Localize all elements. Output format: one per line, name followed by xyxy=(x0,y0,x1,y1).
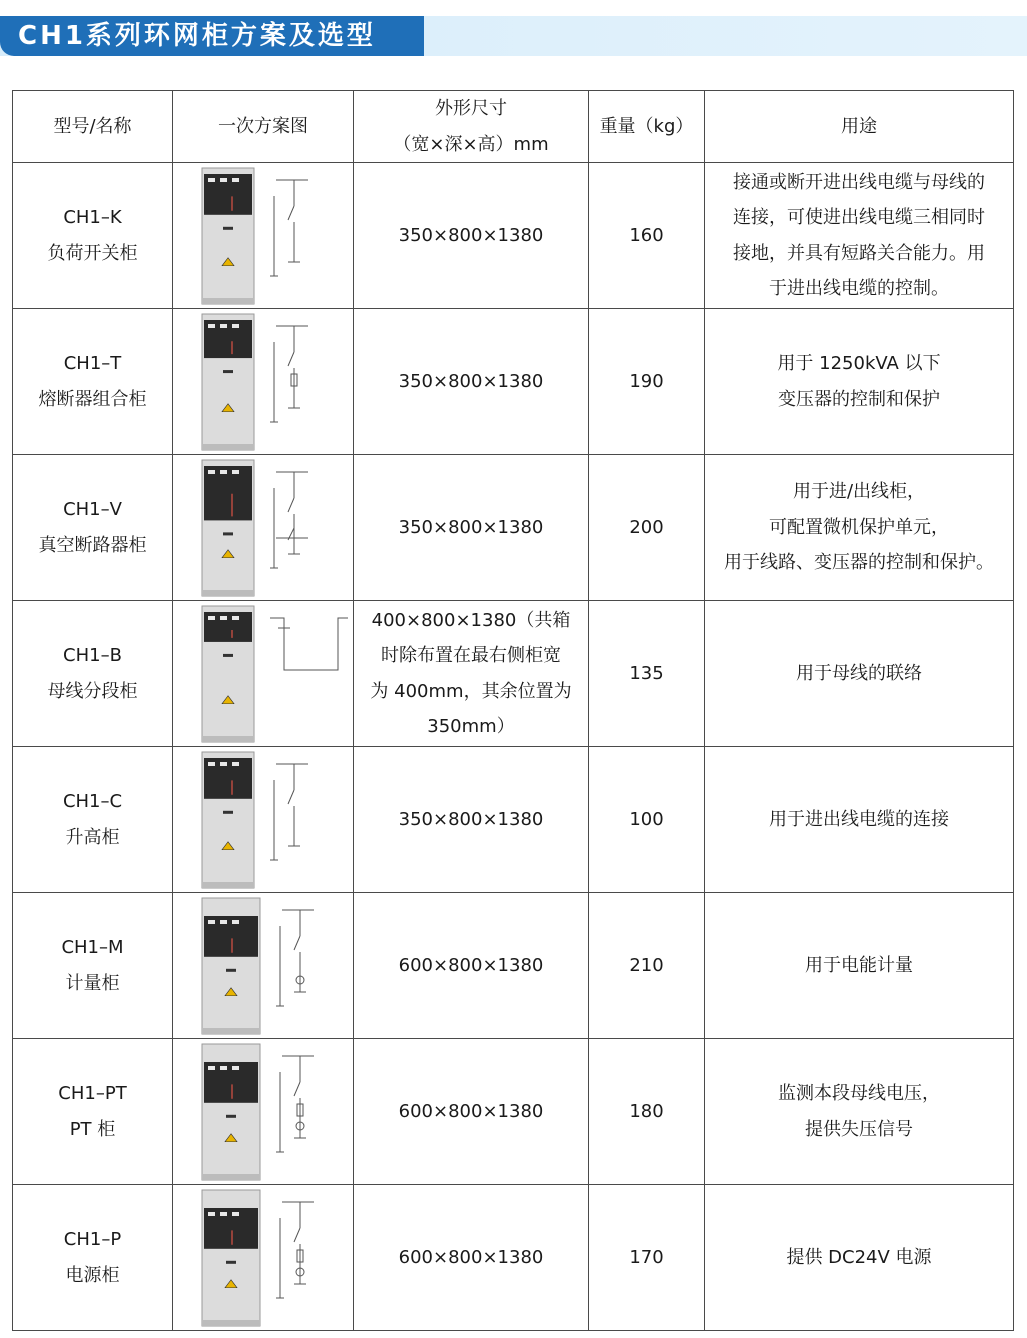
scheme-cell xyxy=(173,309,354,455)
scheme-cell xyxy=(173,1185,354,1331)
model-name: 真空断路器柜 xyxy=(38,534,147,556)
cabinet-base xyxy=(202,444,254,450)
handle-slot xyxy=(223,532,233,535)
scheme-cell xyxy=(173,1039,354,1185)
cabinet-base xyxy=(202,298,254,304)
indicator xyxy=(220,920,227,924)
dims-line: 时除布置在最右侧柜宽 xyxy=(381,645,561,666)
cabinet-base xyxy=(202,1174,260,1180)
model-name: 母线分段柜 xyxy=(47,680,138,702)
usage-line: 用于电能计量 xyxy=(805,954,913,976)
model-cell xyxy=(13,601,173,747)
indicator xyxy=(220,178,227,182)
col-header-scheme: 一次方案图 xyxy=(173,91,354,163)
dims-line: 350×800×1380 xyxy=(398,370,544,392)
dims-line: 600×800×1380 xyxy=(398,954,544,976)
dims-line: 350mm） xyxy=(427,716,515,737)
usage-line: 接地，并具有短路关合能力。用 xyxy=(733,242,985,264)
dims-cell xyxy=(354,893,589,1039)
indicator xyxy=(208,324,215,328)
dims-cell xyxy=(354,1185,589,1331)
dims-line: 350×800×1380 xyxy=(398,808,544,830)
dims-line: 400×800×1380（共箱 xyxy=(371,609,571,631)
usage-cell xyxy=(705,455,1014,601)
indicator xyxy=(208,1066,215,1070)
single-line-scheme xyxy=(270,326,308,422)
scheme-cell xyxy=(173,747,354,893)
indicator xyxy=(220,1066,227,1070)
cabinet-diagram xyxy=(178,750,348,890)
dims-line: 600×800×1380 xyxy=(398,1100,544,1122)
single-line-scheme xyxy=(276,910,314,1006)
scheme-cell xyxy=(173,163,354,309)
usage-cell xyxy=(705,1185,1014,1331)
table-row xyxy=(13,747,1014,893)
single-line-scheme xyxy=(270,180,308,276)
scheme-cell xyxy=(173,455,354,601)
indicator xyxy=(232,470,239,474)
model-code: CH1–M xyxy=(61,936,124,958)
weight-cell: 190 xyxy=(589,309,705,455)
handle-slot xyxy=(223,226,233,229)
usage-line: 用于母线的联络 xyxy=(796,662,922,684)
usage-line: 提供失压信号 xyxy=(805,1118,913,1140)
single-line-scheme xyxy=(276,1056,314,1152)
model-name: 负荷开关柜 xyxy=(47,242,138,264)
model-cell xyxy=(13,1185,173,1331)
cabinet-diagram xyxy=(178,1188,348,1328)
weight-cell: 100 xyxy=(589,747,705,893)
indicator xyxy=(208,470,215,474)
weight-cell: 160 xyxy=(589,163,705,309)
usage-line: 变压器的控制和保护 xyxy=(778,388,940,410)
col-header-weight: 重量（kg） xyxy=(589,91,705,163)
indicator xyxy=(232,1212,239,1216)
dims-cell xyxy=(354,455,589,601)
usage-line: 监测本段母线电压， xyxy=(778,1083,940,1104)
usage-line: 用于线路、变压器的控制和保护。 xyxy=(724,552,994,574)
cabinet-diagram xyxy=(178,458,348,598)
usage-line: 可配置微机保护单元， xyxy=(769,516,949,538)
cabinet-diagram xyxy=(178,166,348,306)
model-code: CH1–B xyxy=(63,644,122,666)
dims-line: 600×800×1380 xyxy=(398,1246,544,1268)
usage-line: 接通或断开进出线电缆与母线的 xyxy=(733,171,985,193)
usage-cell xyxy=(705,163,1014,309)
cabinet-diagram xyxy=(178,896,348,1036)
table-row xyxy=(13,163,1014,309)
table-header-row xyxy=(13,91,1014,163)
model-code: CH1–PT xyxy=(58,1082,127,1104)
usage-line: 连接，可使进出线电缆三相同时 xyxy=(733,207,985,228)
col-header-dims-line1: 外形尺寸 xyxy=(435,98,507,119)
indicator xyxy=(232,178,239,182)
handle-slot xyxy=(223,810,233,813)
col-header-usage: 用途 xyxy=(705,91,1014,163)
weight-cell: 180 xyxy=(589,1039,705,1185)
table-row xyxy=(13,893,1014,1039)
table-row xyxy=(13,455,1014,601)
selection-table xyxy=(12,90,1014,1331)
model-name: PT 柜 xyxy=(69,1118,116,1140)
indicator xyxy=(232,616,239,620)
usage-line: 于进出线电缆的控制。 xyxy=(769,278,949,299)
cabinet-diagram xyxy=(178,604,348,744)
cabinet-base xyxy=(202,882,254,888)
weight-cell: 135 xyxy=(589,601,705,747)
model-name: 计量柜 xyxy=(65,972,120,994)
indicator xyxy=(232,762,239,766)
handle-slot xyxy=(226,968,236,971)
dims-cell xyxy=(354,309,589,455)
model-cell xyxy=(13,163,173,309)
usage-line: 用于进/出线柜， xyxy=(792,481,926,503)
indicator xyxy=(220,470,227,474)
dims-cell xyxy=(354,163,589,309)
model-name: 电源柜 xyxy=(65,1264,120,1286)
indicator xyxy=(208,1212,215,1216)
usage-cell xyxy=(705,747,1014,893)
table-row xyxy=(13,601,1014,747)
handle-slot xyxy=(223,370,233,373)
usage-line: 用于 1250kVA 以下 xyxy=(777,353,941,374)
cabinet-diagram xyxy=(178,1042,348,1182)
handle-slot xyxy=(226,1114,236,1117)
indicator xyxy=(208,920,215,924)
usage-cell xyxy=(705,893,1014,1039)
section-header xyxy=(0,16,1027,56)
usage-line: 用于进出线电缆的连接 xyxy=(769,808,949,830)
dims-line: 350×800×1380 xyxy=(398,224,544,246)
cabinet-base xyxy=(202,736,254,742)
single-line-scheme xyxy=(270,764,308,860)
dims-line: 为 400mm，其余位置为 xyxy=(370,680,572,702)
handle-slot xyxy=(226,1260,236,1263)
single-line-scheme xyxy=(270,472,308,568)
weight-cell: 210 xyxy=(589,893,705,1039)
dims-cell xyxy=(354,1039,589,1185)
page-title: CH1系列环网柜方案及选型 xyxy=(18,21,376,51)
model-code: CH1–C xyxy=(62,790,123,812)
model-cell xyxy=(13,747,173,893)
col-header-dims-line2: （宽×深×高）mm xyxy=(393,133,549,155)
usage-cell xyxy=(705,309,1014,455)
model-code: CH1–V xyxy=(63,498,122,520)
single-line-scheme xyxy=(270,618,348,670)
model-code: CH1–K xyxy=(63,206,122,228)
indicator xyxy=(220,762,227,766)
cabinet-base xyxy=(202,1320,260,1326)
scheme-cell xyxy=(173,893,354,1039)
model-code: CH1–P xyxy=(63,1228,122,1250)
indicator xyxy=(232,1066,239,1070)
model-cell xyxy=(13,893,173,1039)
table-row xyxy=(13,1185,1014,1331)
indicator xyxy=(220,1212,227,1216)
control-panel xyxy=(204,466,252,520)
table-row xyxy=(13,309,1014,455)
model-cell xyxy=(13,455,173,601)
weight-cell: 200 xyxy=(589,455,705,601)
indicator xyxy=(232,920,239,924)
indicator xyxy=(220,324,227,328)
dims-cell xyxy=(354,601,589,747)
model-code: CH1–T xyxy=(63,352,122,374)
model-cell xyxy=(13,1039,173,1185)
col-header-dims xyxy=(354,91,589,163)
indicator xyxy=(208,178,215,182)
cabinet-diagram xyxy=(178,312,348,452)
scheme-cell xyxy=(173,601,354,747)
dims-line: 350×800×1380 xyxy=(398,516,544,538)
usage-cell xyxy=(705,1039,1014,1185)
indicator xyxy=(208,762,215,766)
handle-slot xyxy=(223,653,233,656)
usage-cell xyxy=(705,601,1014,747)
dims-cell xyxy=(354,747,589,893)
weight-cell: 170 xyxy=(589,1185,705,1331)
model-name: 升高柜 xyxy=(65,826,120,848)
indicator xyxy=(220,616,227,620)
indicator xyxy=(232,324,239,328)
table-row xyxy=(13,1039,1014,1185)
indicator xyxy=(208,616,215,620)
cabinet-base xyxy=(202,1028,260,1034)
model-name: 熔断器组合柜 xyxy=(38,388,147,410)
usage-line: 提供 DC24V 电源 xyxy=(786,1246,932,1268)
single-line-scheme xyxy=(276,1202,314,1298)
model-cell xyxy=(13,309,173,455)
cabinet-base xyxy=(202,590,254,596)
col-header-model: 型号/名称 xyxy=(13,91,173,163)
